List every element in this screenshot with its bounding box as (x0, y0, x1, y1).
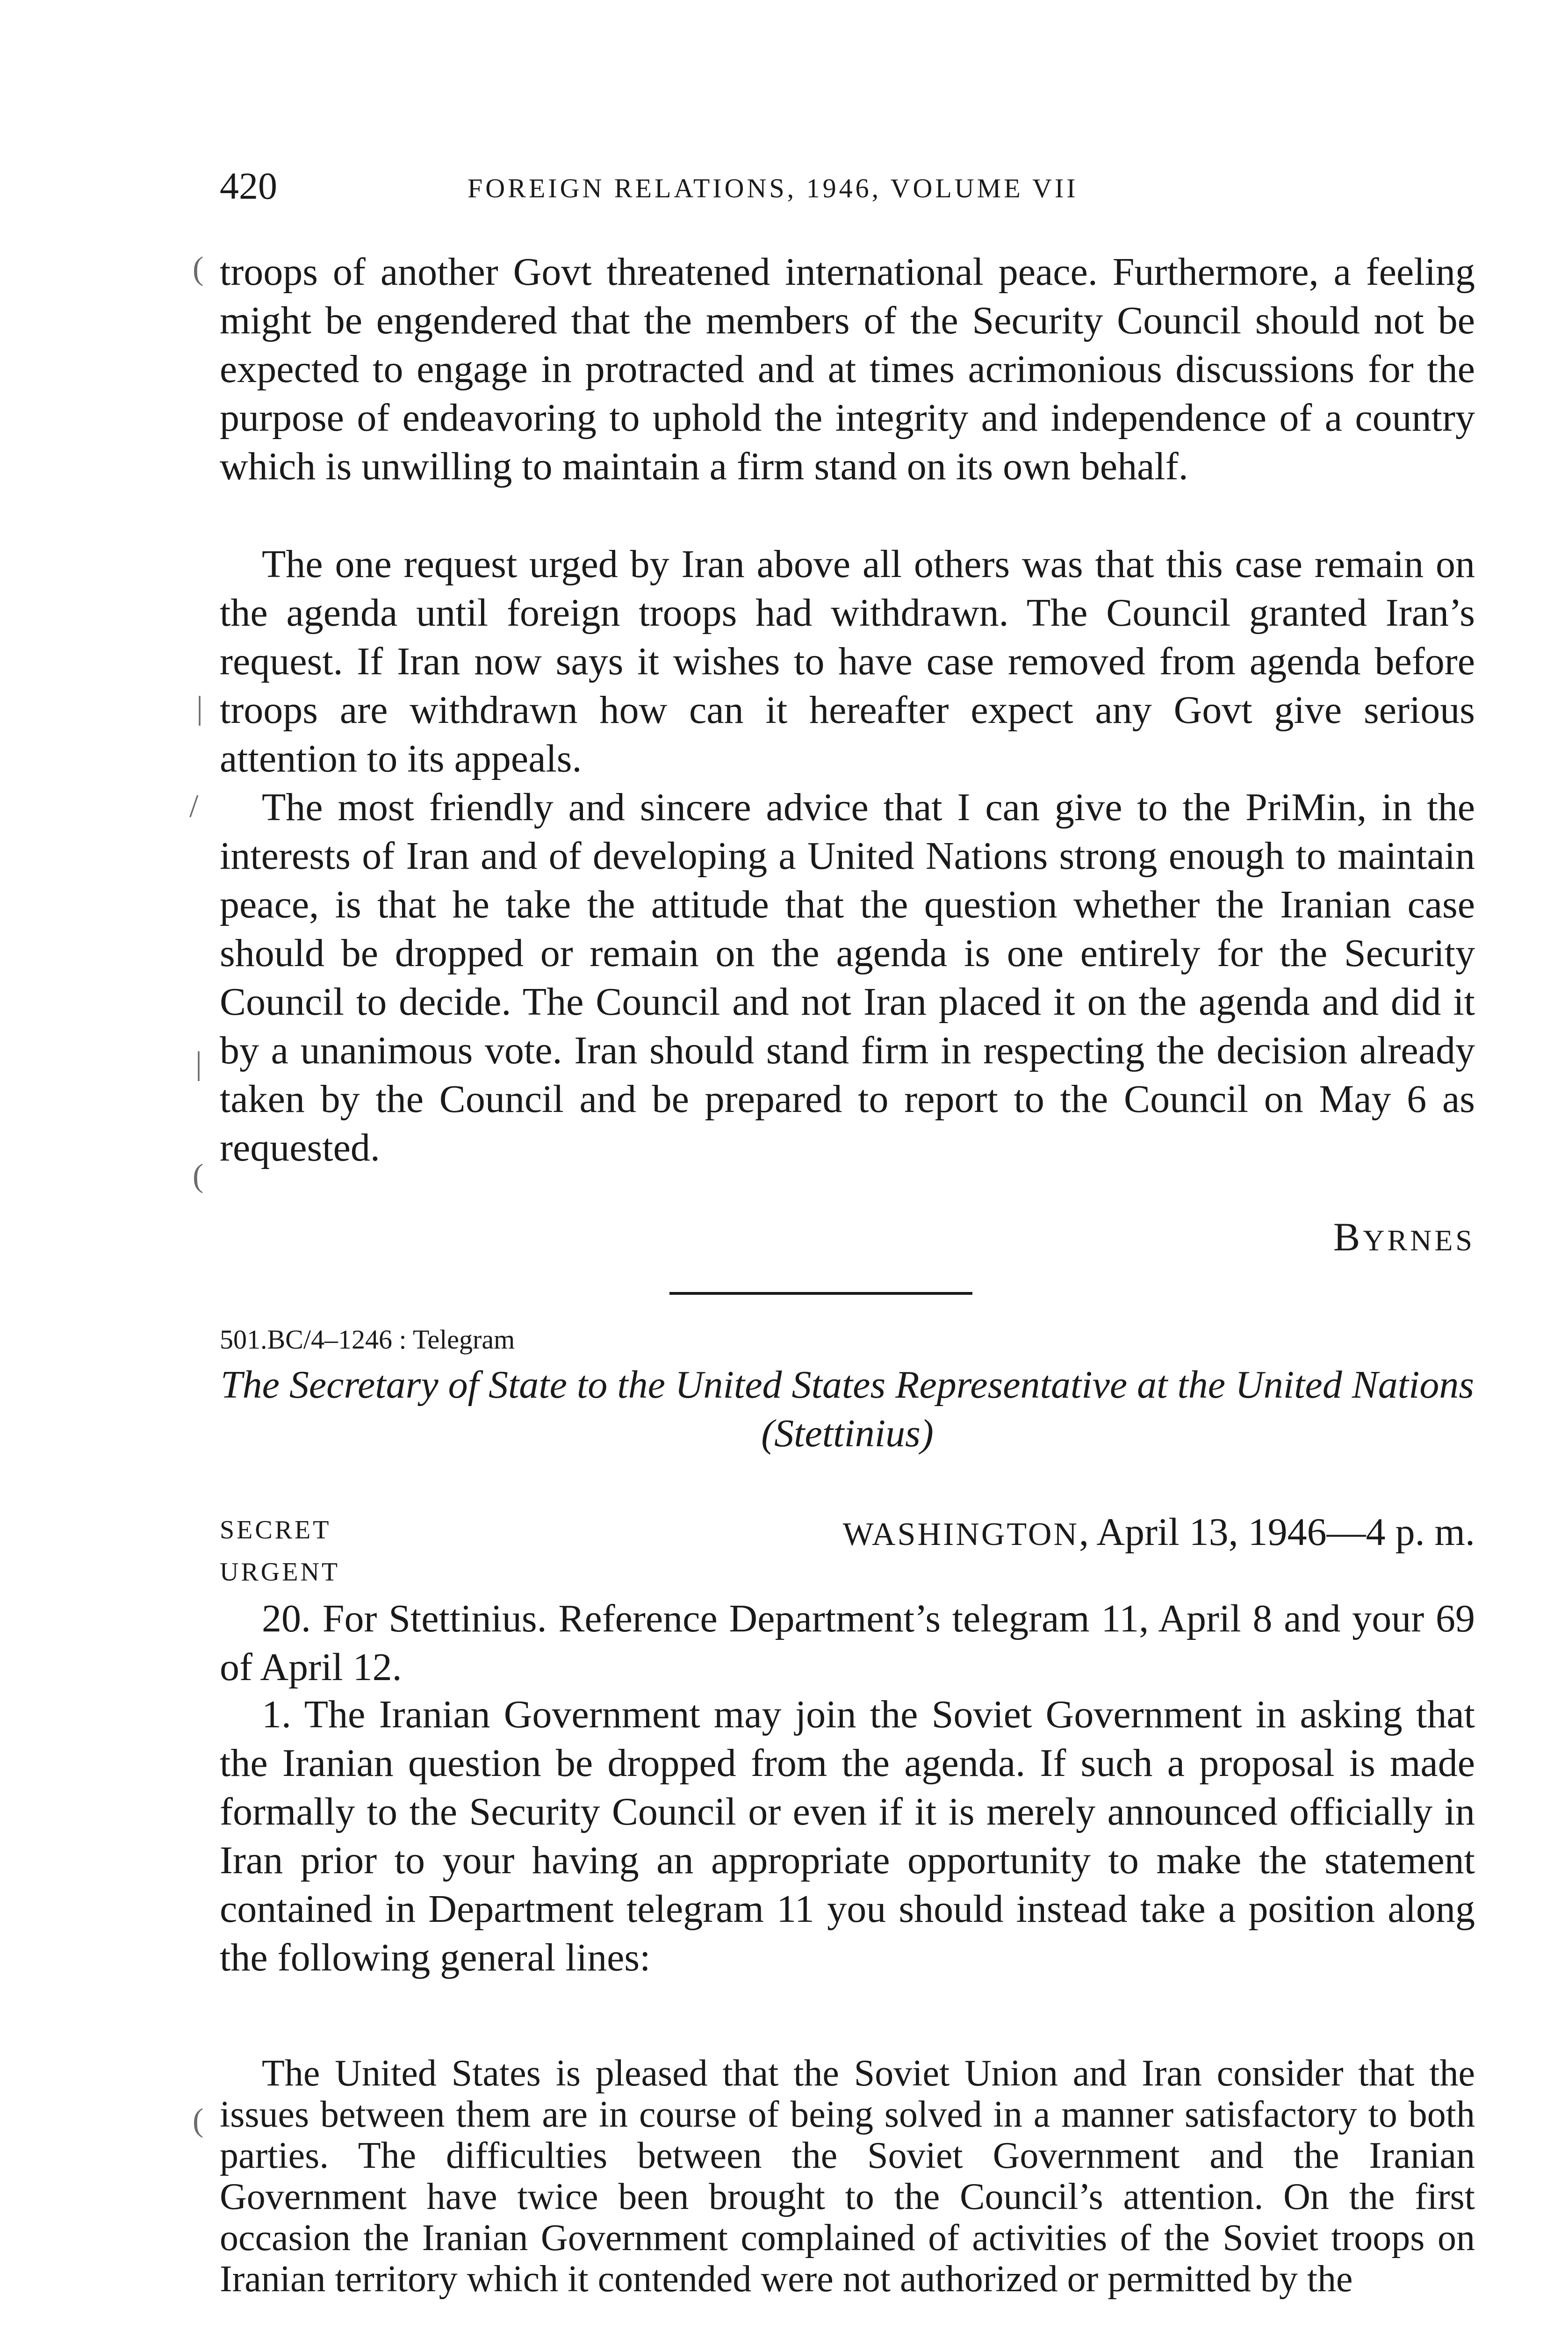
quoted-statement: The United States is pleased that the Soviet Union and Iran consider that the issues between them are in course of being solved in a manner satisfactory to both parties. The difficulties between the Soviet Government and the Iranian Government have twice been brought to the Council’s attention. On the first occasion the Iranian Government complained of activities of the Soviet troops on Iranian territory which it contended were not authorized or permitted by the (220, 2053, 1475, 2300)
file-reference: 501.BC/4–1246 : Telegram (220, 1324, 515, 1355)
margin-bracket-mark: ( (193, 251, 204, 287)
dateline-date: , April 13, 1946—4 p. m. (1079, 1510, 1475, 1554)
telegram-paragraph: 20. For Stettinius. Reference Department’s telegram 11, April 8 and your 69 of April 12. (220, 1597, 1475, 1689)
margin-bracket-mark: ( (193, 1158, 204, 1194)
margin-bracket-mark: ( (193, 2102, 204, 2138)
page-header (220, 163, 1475, 209)
classification-label: SECRET (220, 1515, 331, 1544)
letter-paragraph: The most friendly and sincere advice that I can give to the PriMin, in the interests of Iran and of developing a United Nations strong enough to maintain peace, is that he take the attitude that the question whether the Iranian case should be dropped or remain on the agenda is one entirely for the Security Council to decide. The Council and not Iran placed it on the agenda and did it by a unanimous vote. Iran should stand firm in respecting the decision already taken by the Council and be prepared to report to the Council on May 6 as requested. (220, 786, 1475, 1169)
letter-paragraph: troops of another Govt threatened international peace. Furthermore, a feeling might be engendered that the members of the Security Council should not be expected to engage in protracted and at times acrimonious discussions for the purpose of endeavoring to uphold the integrity and independence of a country which is unwilling to maintain a firm stand on its own behalf. (220, 250, 1475, 488)
urgency-label: URGENT (220, 1558, 340, 1587)
telegram-paragraph: 1. The Iranian Government may join the Soviet Government in asking that the Iranian question be dropped from the agenda. If such a proposal is made formally to the Security Council or even if it is merely announced officially in Iran prior to your having an appropriate opportunity to make the statement contained in Department telegram 11 you should instead take a position along the following general lines: (220, 1693, 1475, 1979)
letter-paragraph: The one request urged by Iran above all others was that this case remain on the agenda until foreign troops had withdrawn. The Council granted Iran’s request. If Iran now says it wishes to have case removed from agenda before troops are withdrawn how can it hereafter expect any Govt give serious attention to its appeals. (220, 542, 1475, 780)
dateline (843, 1508, 1475, 1559)
page-number: 420 (220, 165, 277, 207)
margin-line-mark: | (195, 1046, 202, 1082)
section-divider (669, 1292, 972, 1295)
signature: BYRNES (1333, 1214, 1475, 1259)
margin-slash-mark: / (189, 788, 199, 824)
document-title: The Secretary of State to the United States Representative at the United Nations (Stettinius) (220, 1363, 1474, 1455)
dateline-place: WASHINGTON (842, 1516, 1079, 1552)
margin-line-mark: | (196, 690, 203, 726)
running-head: FOREIGN RELATIONS, 1946, VOLUME VII (468, 173, 1079, 203)
